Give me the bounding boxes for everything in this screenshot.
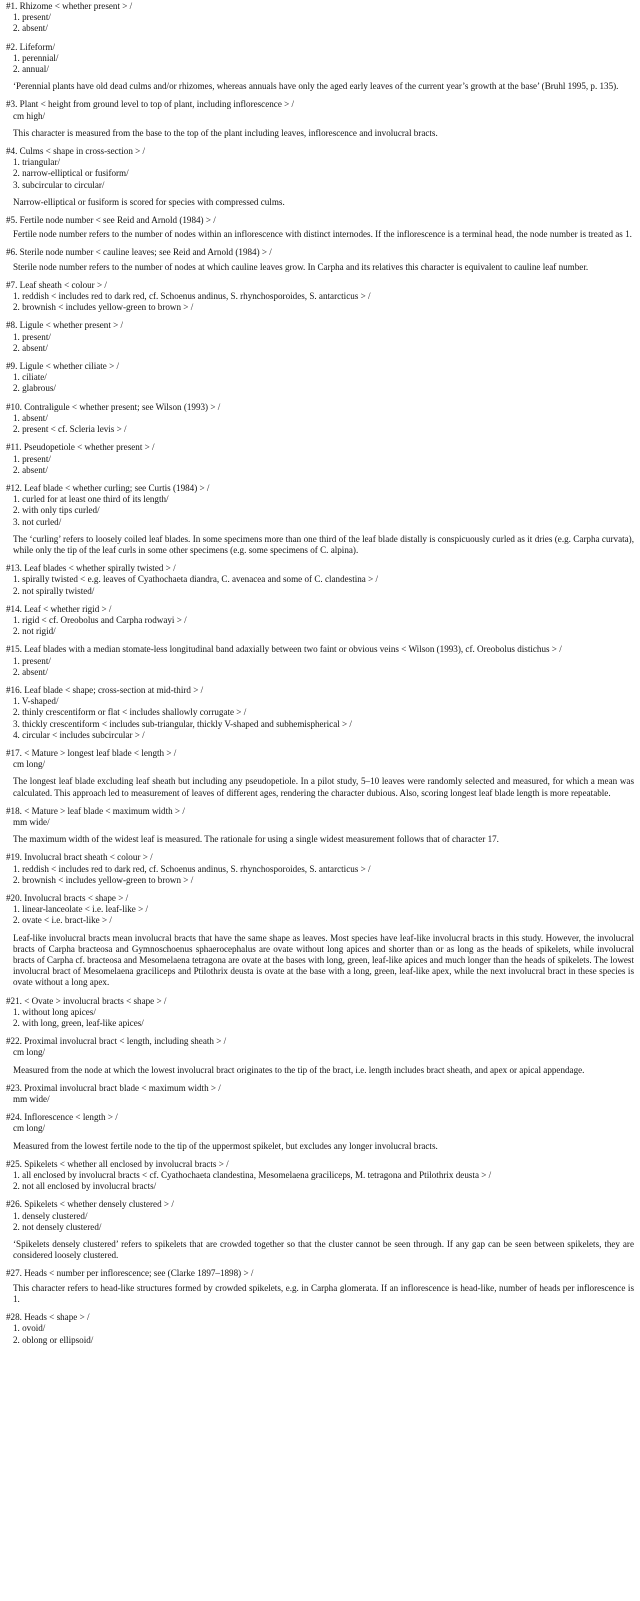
character-entry	[6, 748, 634, 799]
character-entry	[6, 146, 634, 208]
character-state: 1. linear-lanceolate < i.e. leaf-like > /	[13, 904, 149, 915]
character-entry	[6, 563, 634, 597]
character-entry	[6, 42, 634, 93]
character-entry	[6, 215, 634, 240]
character-state: 2. brownish < includes yellow-green to brown > /	[13, 874, 194, 885]
character-heading: #6. Sterile node number < cauline leaves; see Reid and Arnold (1984) > /	[6, 247, 272, 258]
character-heading: #4. Culms < shape in cross-section > /	[6, 146, 146, 157]
character-state: 1. present/	[13, 331, 51, 342]
character-note: Measured from the node at which the lowest involucral bract originates to the tip of the bract, i.e. length includes bract sheath, and apex or apical appendage.	[13, 1064, 585, 1075]
character-heading: #8. Ligule < whether present > /	[6, 320, 124, 331]
character-state: 1. densely clustered/	[13, 1210, 88, 1221]
character-state: 1. V-shaped/	[13, 696, 59, 707]
character-entry	[6, 1199, 634, 1261]
character-heading: #24. Inflorescence < length > /	[6, 1112, 118, 1123]
character-entry	[6, 685, 634, 741]
character-state: 1. reddish < includes red to dark red, cf. Schoenus andinus, S. rhynchosporoides, S. antarcticus > /	[13, 291, 371, 302]
character-heading: #14. Leaf < whether rigid > /	[6, 603, 112, 614]
character-heading: #10. Contraligule < whether present; see Wilson (1993) > /	[6, 401, 221, 412]
character-heading: #27. Heads < number per inflorescence; see (Clarke 1897–1898) > /	[6, 1268, 254, 1279]
character-state: 2. absent/	[13, 342, 48, 353]
character-state: 3. not curled/	[13, 516, 62, 527]
character-entry	[6, 1268, 634, 1305]
character-note: The ‘curling’ refers to loosely coiled leaf blades. In some specimens more than one third of the leaf blade distally is conspicuously curled as it dries (e.g. Carpha curvata), while only the tip of the leaf curls in some other specimens (e.g. some specimens of C. alpina).	[13, 533, 634, 555]
character-heading: #17. < Mature > longest leaf blade < length > /	[6, 747, 177, 758]
character-state: mm wide/	[13, 1094, 50, 1105]
character-entry	[6, 644, 634, 678]
character-state: 2. narrow-elliptical or fusiform/	[13, 168, 129, 179]
character-note: The maximum width of the widest leaf is measured. The rationale for using a single widest measurement follows that of character 17.	[13, 834, 499, 845]
character-state: cm high/	[13, 110, 46, 121]
character-note: This character refers to head-like structures formed by crowded spikelets, e.g. in Carpha glomerata. If an inflorescence is head-like, number of heads per inflorescence is 1.	[13, 1282, 634, 1304]
character-heading: #7. Leaf sheath < colour > /	[6, 279, 107, 290]
character-heading: #3. Plant < height from ground level to top of plant, including inflorescence > /	[6, 99, 295, 110]
character-note: Measured from the lowest fertile node to the tip of the uppermost spikelet, but excludes any longer involucral bracts.	[13, 1140, 438, 1151]
character-heading: #21. < Ovate > involucral bracts < shape > /	[6, 995, 167, 1006]
character-entry	[6, 1036, 634, 1076]
character-state: cm long/	[13, 759, 46, 770]
character-entry	[6, 361, 634, 395]
character-heading: #22. Proximal involucral bract < length, including sheath > /	[6, 1036, 227, 1047]
character-state: 2. present < cf. Scleria levis > /	[13, 424, 127, 435]
character-state: 2. absent/	[13, 464, 48, 475]
character-state: mm wide/	[13, 816, 50, 827]
character-entry	[6, 806, 634, 846]
character-heading: #20. Involucral bracts < shape > /	[6, 893, 129, 903]
character-entry	[6, 320, 634, 354]
character-note: ‘Spikelets densely clustered’ refers to spikelets that are crowded together so that the cluster cannot be seen through. If any gap can be seen between spikelets, they are considered loosely clustered.	[13, 1239, 634, 1261]
character-state: 2. with only tips curled/	[13, 505, 100, 516]
character-entry	[6, 483, 634, 556]
character-state: 1. present/	[13, 12, 51, 23]
character-state: 2. thinly crescentiform or flat < includes shallowly corrugate > /	[13, 707, 247, 718]
character-state: 4. circular < includes subcircular > /	[13, 729, 145, 740]
character-state: 1. absent/	[13, 412, 48, 423]
character-entry	[6, 1312, 634, 1346]
character-entry	[6, 852, 634, 886]
character-entry	[6, 99, 634, 139]
character-heading: #11. Pseudopetiole < whether present > /	[6, 442, 155, 453]
character-entry	[6, 1112, 634, 1152]
character-entry	[6, 1, 634, 35]
character-state: cm long/	[13, 1123, 46, 1134]
character-heading: #26. Spikelets < whether densely clustered > /	[6, 1199, 174, 1210]
character-heading: #19. Involucral bract sheath < colour > /	[6, 852, 153, 863]
character-state: 2. absent/	[13, 666, 48, 677]
character-state: 1. perennial/	[13, 52, 59, 63]
character-state: 2. ovate < i.e. bract-like > /	[13, 915, 112, 926]
character-note: Sterile node number refers to the number of nodes at which cauline leaves grow. In Carpha and its relatives this character is equivalent to cauline leaf number.	[13, 261, 589, 272]
character-entry	[6, 893, 634, 989]
character-state: 2. not spirally twisted/	[13, 585, 95, 596]
character-state: 2. not densely clustered/	[13, 1221, 102, 1232]
character-heading: #2. Lifeform/	[6, 41, 55, 52]
character-heading: #23. Proximal involucral bract blade < maximum width > /	[6, 1082, 221, 1093]
character-note: ‘Perennial plants have old dead culms and/or rhizomes, whereas annuals have only the aged early leaves of the current year’s growth at the base’ (Bruhl 1995, p. 135).	[13, 81, 619, 92]
character-entry	[6, 280, 634, 314]
character-heading: #15. Leaf blades with a median stomate-less longitudinal band adaxially between two faint or obvious veins < Wilson (1993), cf. Oreobolus distichus > /	[6, 644, 562, 655]
character-note: Fertile node number refers to the number of nodes within an inflorescence with distinct internodes. If the inflorescence is a terminal head, the node number is treated as 1.	[13, 229, 632, 240]
character-state: 1. rigid < cf. Oreobolus and Carpha rodwayi > /	[13, 614, 187, 625]
character-state: 2. glabrous/	[13, 383, 56, 394]
character-entry	[6, 402, 634, 436]
character-state: 2. not all enclosed by involucral bracts/	[13, 1181, 157, 1192]
character-heading: #9. Ligule < whether ciliate > /	[6, 361, 120, 372]
character-heading: #5. Fertile node number < see Reid and Arnold (1984) > /	[6, 215, 216, 226]
character-heading: #18. < Mature > leaf blade < maximum width > /	[6, 805, 185, 816]
character-entry	[6, 247, 634, 272]
character-state: 2. with long, green, leaf-like apices/	[13, 1018, 144, 1029]
character-state: 1. present/	[13, 453, 51, 464]
character-entry	[6, 996, 634, 1030]
character-state: 3. thickly crescentiform < includes sub-triangular, thickly V-shaped and subhemispherical > /	[13, 718, 352, 729]
character-state: 2. absent/	[13, 23, 48, 34]
character-state: 2. not rigid/	[13, 626, 56, 637]
character-heading: #1. Rhizome < whether present > /	[6, 1, 133, 11]
character-state: cm long/	[13, 1047, 46, 1058]
character-heading: #28. Heads < shape > /	[6, 1312, 90, 1323]
character-note: This character is measured from the base to the top of the plant including leaves, inflorescence and involucral bracts.	[13, 127, 438, 138]
character-state: 3. subcircular to circular/	[13, 179, 105, 190]
character-heading: #25. Spikelets < whether all enclosed by involucral bracts > /	[6, 1158, 229, 1169]
character-state: 1. present/	[13, 655, 51, 666]
character-state: 1. ovoid/	[13, 1323, 46, 1334]
character-heading: #16. Leaf blade < shape; cross-section at mid-third > /	[6, 684, 204, 695]
character-state: 1. without long apices/	[13, 1006, 96, 1017]
character-state: 1. curled for at least one third of its length/	[13, 494, 169, 505]
character-state: 1. triangular/	[13, 157, 60, 168]
character-heading: #13. Leaf blades < whether spirally twisted > /	[6, 563, 176, 574]
character-heading: #12. Leaf blade < whether curling; see Curtis (1984) > /	[6, 482, 210, 493]
character-entry	[6, 442, 634, 476]
character-entry	[6, 1083, 634, 1105]
character-state: 1. reddish < includes red to dark red, cf. Schoenus andinus, S. rhynchosporoides, S. antarcticus > /	[13, 863, 371, 874]
character-note: The longest leaf blade excluding leaf sheath but including any pseudopetiole. In a pilot study, 5–10 leaves were randomly selected and measured, for which a mean was calculated. This approach led to measurement of leaves of different ages, rendering the character dubious. Also, scoring longest leaf blade length is more repeatable.	[13, 776, 634, 798]
character-state: 1. spirally twisted < e.g. leaves of Cyathochaeta diandra, C. avenacea and some of C. clandestina > /	[13, 574, 379, 585]
character-state: 2. brownish < includes yellow-green to brown > /	[13, 302, 194, 313]
character-entry	[6, 604, 634, 638]
character-state: 1. all enclosed by involucral bracts < cf. Cyathochaeta clandestina, Mesomelaena graciliceps, M. tetragona and Ptilothrix deusta > /	[13, 1170, 492, 1181]
character-note: Leaf-like involucral bracts mean involucral bracts that have the same shape as leaves. Most species have leaf-like involucral bracts in this study. However, the involucral bracts of Carpha bracteosa and Gymnoschoenus sphaerocephalus are ovate without long apices and shorter than or as long as the heads of spikelets, while involucral bracts of Carpha cf. bracteosa and Mesomelaena tetragona are ovate at the bases with long, green, leaf-like apices and much longer than the heads of spikelets. The lowest involucral bract of Mesomelaena graciliceps and Ptilothrix deusta is ovate at the base with a long, green, leaf-like apex, while the next involucral bract in these species is ovate without a long apex.	[13, 932, 634, 988]
character-entry	[6, 1159, 634, 1193]
character-note: Narrow-elliptical or fusiform is scored for species with compressed culms.	[13, 196, 285, 207]
character-state: 2. oblong or ellipsoid/	[13, 1334, 94, 1345]
character-state: 1. ciliate/	[13, 372, 47, 383]
character-state: 2. annual/	[13, 64, 49, 75]
